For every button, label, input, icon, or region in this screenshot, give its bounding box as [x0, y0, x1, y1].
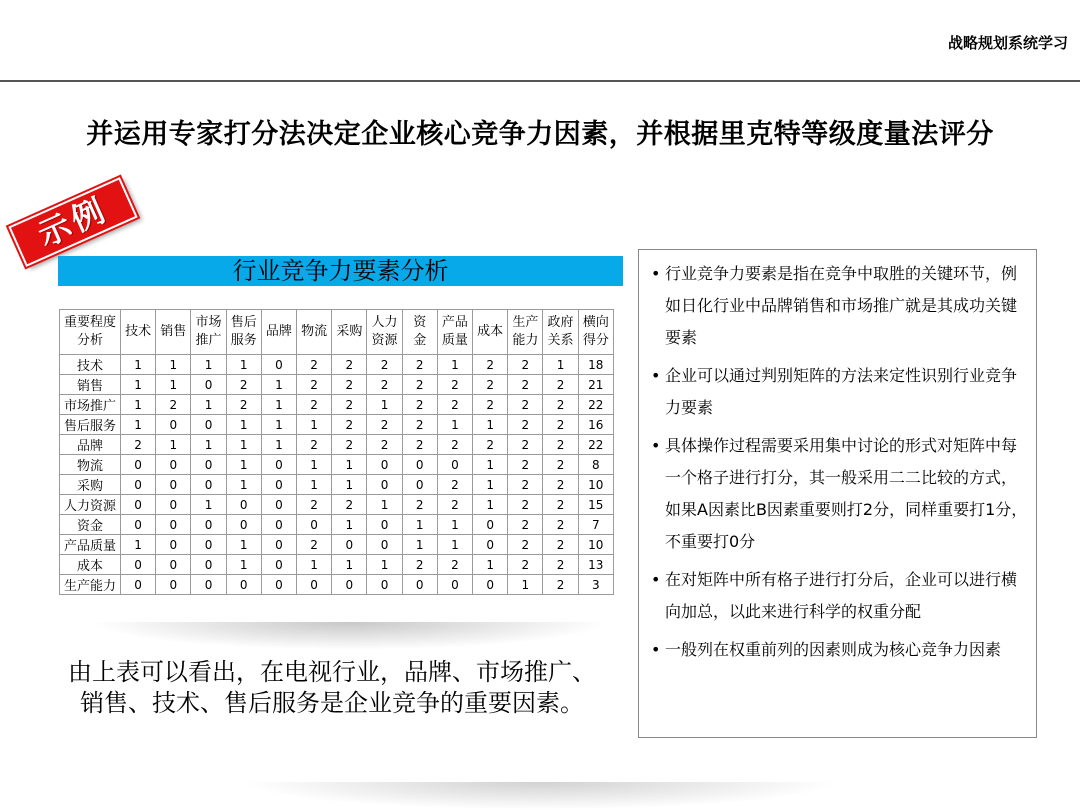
- matrix-cell: 0: [121, 515, 156, 535]
- notes-list: [651, 258, 1028, 666]
- score-cell: 16: [578, 415, 613, 435]
- column-header-text: 品牌: [265, 324, 292, 339]
- matrix-column-header: [297, 310, 332, 355]
- matrix-cell: 0: [261, 355, 296, 375]
- matrix-cell: 2: [508, 355, 543, 375]
- note-item: [651, 634, 1028, 666]
- column-header-text: 关系: [547, 333, 574, 348]
- matrix-cell: 2: [508, 415, 543, 435]
- note-text: 一般列在权重前列的因素则成为核心竞争力因素: [665, 640, 1002, 659]
- note-text: 具体操作过程需要采用集中讨论的形式对矩阵中每一个格子进行打分，其一般采用二二比较的方式，如果A因素比B因素重要则打2分，同样重要打1分，不重要打0分: [665, 436, 1028, 551]
- matrix-cell: 2: [297, 395, 332, 415]
- matrix-cell: 2: [508, 475, 543, 495]
- matrix-cell: 1: [156, 435, 191, 455]
- score-cell: 13: [578, 555, 613, 575]
- table-row: [60, 355, 614, 375]
- matrix-cell: 0: [367, 475, 402, 495]
- matrix-cell: 1: [226, 475, 261, 495]
- table-banner-label: 行业竞争力要素分析: [232, 257, 449, 285]
- matrix-cell: 2: [367, 375, 402, 395]
- matrix-cell: 2: [543, 535, 578, 555]
- matrix-cell: 2: [437, 375, 472, 395]
- matrix-cell: 2: [473, 395, 508, 415]
- column-header-text: 横向: [582, 315, 609, 330]
- matrix-cell: 2: [402, 375, 437, 395]
- matrix-cell: 2: [437, 495, 472, 515]
- matrix-cell: 1: [226, 535, 261, 555]
- table-row: [60, 515, 614, 535]
- matrix-cell: 0: [191, 475, 226, 495]
- matrix-cell: 2: [508, 535, 543, 555]
- column-header-text: 推广: [195, 333, 222, 348]
- matrix-cell: 0: [156, 515, 191, 535]
- matrix-cell: 2: [367, 355, 402, 375]
- matrix-cell: 0: [191, 555, 226, 575]
- column-header-text: 产品: [441, 315, 468, 330]
- matrix-cell: 2: [332, 435, 367, 455]
- matrix-cell: 0: [402, 475, 437, 495]
- matrix-cell: 0: [297, 515, 332, 535]
- matrix-cell: 0: [156, 475, 191, 495]
- matrix-cell: 1: [121, 395, 156, 415]
- bullet-icon: •: [651, 436, 661, 455]
- matrix-cell: 0: [261, 575, 296, 595]
- score-cell: 18: [578, 355, 613, 375]
- row-label: 资金: [60, 515, 121, 535]
- matrix-cell: 1: [332, 455, 367, 475]
- matrix-cell: 1: [191, 435, 226, 455]
- matrix-cell: 1: [226, 455, 261, 475]
- matrix-column-header: [156, 310, 191, 355]
- row-label: 销售: [60, 375, 121, 395]
- column-header-text: 质量: [441, 333, 468, 348]
- matrix-column-header: [191, 310, 226, 355]
- score-cell: 22: [578, 435, 613, 455]
- matrix-cell: 2: [543, 415, 578, 435]
- table-row: [60, 395, 614, 415]
- matrix-cell: 0: [367, 535, 402, 555]
- table-row: [60, 495, 614, 515]
- matrix-cell: 1: [473, 495, 508, 515]
- matrix-cell: 0: [191, 415, 226, 435]
- matrix-cell: 2: [402, 395, 437, 415]
- matrix-cell: 1: [297, 415, 332, 435]
- matrix-cell: 0: [121, 495, 156, 515]
- note-text: 行业竞争力要素是指在竞争中取胜的关键环节，例如日化行业中品牌销售和市场推广就是其成功关键要素: [665, 264, 1018, 347]
- matrix-cell: 2: [508, 515, 543, 535]
- matrix-cell: 1: [332, 555, 367, 575]
- corner-line-1: 重要程度: [63, 315, 116, 330]
- matrix-cell: 1: [332, 475, 367, 495]
- table-row: [60, 575, 614, 595]
- table-row: [60, 535, 614, 555]
- matrix-cell: 0: [261, 495, 296, 515]
- matrix-cell: 0: [191, 535, 226, 555]
- matrix-cell: 2: [402, 355, 437, 375]
- matrix-cell: 2: [332, 375, 367, 395]
- row-label: 市场推广: [60, 395, 121, 415]
- matrix-cell: 0: [121, 555, 156, 575]
- row-label: 人力资源: [60, 495, 121, 515]
- matrix-cell: 2: [508, 455, 543, 475]
- matrix-cell: 1: [437, 535, 472, 555]
- score-cell: 7: [578, 515, 613, 535]
- column-header-text: 技术: [125, 324, 152, 339]
- matrix-cell: 2: [297, 495, 332, 515]
- matrix-cell: 0: [402, 455, 437, 475]
- matrix-cell: 0: [226, 515, 261, 535]
- matrix-cell: 1: [473, 455, 508, 475]
- column-header-text: 金: [413, 333, 427, 348]
- score-cell: 10: [578, 535, 613, 555]
- matrix-cell: 2: [543, 555, 578, 575]
- matrix-column-header: [261, 310, 296, 355]
- note-item: [651, 258, 1028, 354]
- matrix-cell: 2: [508, 555, 543, 575]
- matrix-cell: 2: [297, 535, 332, 555]
- matrix-cell: 0: [121, 575, 156, 595]
- corner-line-2: 分析: [76, 333, 103, 348]
- bullet-icon: •: [651, 264, 661, 283]
- score-cell: 15: [578, 495, 613, 515]
- matrix-cell: 2: [367, 435, 402, 455]
- note-item: [651, 564, 1028, 628]
- matrix-cell: 1: [297, 455, 332, 475]
- note-item: [651, 430, 1028, 558]
- bullet-icon: •: [651, 640, 661, 659]
- matrix-cell: 2: [473, 435, 508, 455]
- matrix-cell: 0: [402, 575, 437, 595]
- matrix-cell: 1: [473, 415, 508, 435]
- matrix-cell: 0: [297, 575, 332, 595]
- column-header-text: 人力: [371, 315, 398, 330]
- matrix-cell: 2: [402, 495, 437, 515]
- matrix-cell: 1: [261, 435, 296, 455]
- matrix-cell: 1: [437, 355, 472, 375]
- matrix-cell: 1: [191, 495, 226, 515]
- matrix-cell: 2: [508, 375, 543, 395]
- matrix-cell: 1: [226, 355, 261, 375]
- table-row: [60, 475, 614, 495]
- matrix-cell: 1: [156, 375, 191, 395]
- matrix-cell: 0: [261, 535, 296, 555]
- matrix-column-header: [473, 310, 508, 355]
- score-cell: 22: [578, 395, 613, 415]
- matrix-cell: 1: [473, 555, 508, 575]
- matrix-cell: 1: [437, 415, 472, 435]
- matrix-column-header: [402, 310, 437, 355]
- column-header-text: 采购: [336, 324, 363, 339]
- table-banner: [58, 256, 623, 286]
- matrix-cell: 2: [332, 355, 367, 375]
- column-header-text: 成本: [477, 324, 504, 339]
- matrix-cell: 0: [332, 535, 367, 555]
- matrix-cell: 0: [332, 575, 367, 595]
- conclusion-text: 由上表可以看出，在电视行业，品牌、市场推广、销售、技术、售后服务是企业竞争的重要因素。: [68, 658, 596, 717]
- matrix-cell: 0: [437, 455, 472, 475]
- matrix-cell: 2: [543, 395, 578, 415]
- note-text: 企业可以通过判别矩阵的方法来定性识别行业竞争力要素: [665, 366, 1018, 417]
- score-cell: 10: [578, 475, 613, 495]
- column-header-text: 资源: [371, 333, 398, 348]
- matrix-cell: 2: [543, 515, 578, 535]
- matrix-cell: 1: [121, 415, 156, 435]
- score-cell: 8: [578, 455, 613, 475]
- matrix-cell: 1: [121, 535, 156, 555]
- note-item: [651, 360, 1028, 424]
- matrix-cell: 2: [226, 395, 261, 415]
- column-header-text: 销售: [160, 324, 187, 339]
- column-header-text: 得分: [582, 333, 609, 348]
- matrix-cell: 1: [367, 495, 402, 515]
- matrix-cell: 0: [261, 475, 296, 495]
- matrix-column-header: [367, 310, 402, 355]
- matrix-cell: 2: [437, 475, 472, 495]
- matrix-cell: 2: [402, 555, 437, 575]
- matrix-cell: 1: [121, 355, 156, 375]
- matrix-header-row: [60, 310, 614, 355]
- stamp-label: 示例: [32, 190, 114, 255]
- matrix-cell: 0: [156, 455, 191, 475]
- matrix-cell: 0: [191, 375, 226, 395]
- matrix-cell: 2: [332, 415, 367, 435]
- row-label: 产品质量: [60, 535, 121, 555]
- matrix-cell: 0: [121, 475, 156, 495]
- table-row: [60, 435, 614, 455]
- matrix-cell: 2: [543, 455, 578, 475]
- header-divider: [0, 80, 1080, 82]
- matrix-cell: 0: [191, 455, 226, 475]
- column-header-text: 能力: [512, 333, 539, 348]
- row-label: 物流: [60, 455, 121, 475]
- matrix-cell: 0: [367, 515, 402, 535]
- row-label: 品牌: [60, 435, 121, 455]
- example-stamp: [8, 177, 137, 267]
- matrix-column-header: [121, 310, 156, 355]
- bullet-icon: •: [651, 366, 661, 385]
- matrix-cell: 2: [297, 355, 332, 375]
- competitiveness-matrix: [59, 309, 614, 595]
- score-cell: 21: [578, 375, 613, 395]
- matrix-cell: 2: [156, 395, 191, 415]
- matrix-corner-cell: [60, 310, 121, 355]
- matrix-cell: 1: [367, 555, 402, 575]
- column-header-text: 政府: [547, 315, 574, 330]
- column-header-text: 资: [413, 315, 427, 330]
- matrix-cell: 2: [543, 575, 578, 595]
- matrix-cell: 1: [543, 355, 578, 375]
- matrix-cell: 1: [191, 395, 226, 415]
- matrix-cell: 0: [367, 455, 402, 475]
- matrix-cell: 1: [437, 515, 472, 535]
- matrix-cell: 0: [156, 555, 191, 575]
- matrix-cell: 2: [543, 435, 578, 455]
- matrix-cell: 2: [297, 435, 332, 455]
- row-label: 采购: [60, 475, 121, 495]
- slide-shadow: [240, 782, 840, 810]
- matrix-cell: 1: [402, 535, 437, 555]
- matrix-cell: 2: [402, 435, 437, 455]
- matrix-cell: 1: [226, 415, 261, 435]
- notes-panel: [638, 249, 1037, 738]
- matrix-cell: 0: [156, 415, 191, 435]
- matrix-cell: 0: [156, 535, 191, 555]
- matrix-cell: 0: [473, 535, 508, 555]
- matrix-cell: 1: [226, 435, 261, 455]
- matrix-cell: 1: [473, 475, 508, 495]
- row-label: 生产能力: [60, 575, 121, 595]
- matrix-cell: 0: [473, 575, 508, 595]
- matrix-cell: 2: [473, 355, 508, 375]
- matrix-cell: 1: [261, 415, 296, 435]
- column-header-text: 售后: [230, 315, 257, 330]
- matrix-cell: 2: [543, 475, 578, 495]
- matrix-cell: 1: [191, 355, 226, 375]
- note-text: 在对矩阵中所有格子进行打分后，企业可以进行横向加总，以此来进行科学的权重分配: [665, 570, 1018, 621]
- matrix-cell: 1: [297, 555, 332, 575]
- matrix-cell: 1: [297, 475, 332, 495]
- matrix-cell: 2: [437, 395, 472, 415]
- row-label: 技术: [60, 355, 121, 375]
- matrix-cell: 0: [261, 555, 296, 575]
- matrix-cell: 2: [226, 375, 261, 395]
- matrix-cell: 2: [402, 415, 437, 435]
- matrix-cell: 0: [121, 455, 156, 475]
- column-header-text: 物流: [301, 324, 328, 339]
- page-title: 并运用专家打分法决定企业核心竞争力因素，并根据里克特等级度量法评分: [86, 119, 994, 150]
- matrix-cell: 0: [473, 515, 508, 535]
- column-header-text: 市场: [195, 315, 222, 330]
- matrix-cell: 0: [437, 575, 472, 595]
- column-header-text: 服务: [230, 333, 257, 348]
- matrix-cell: 1: [332, 515, 367, 535]
- matrix-cell: 2: [543, 375, 578, 395]
- matrix-cell: 0: [226, 495, 261, 515]
- matrix-cell: 2: [543, 495, 578, 515]
- row-label: 成本: [60, 555, 121, 575]
- matrix-cell: 2: [437, 435, 472, 455]
- matrix-cell: 2: [297, 375, 332, 395]
- matrix-column-header: [437, 310, 472, 355]
- matrix-cell: 0: [367, 575, 402, 595]
- table-row: [60, 555, 614, 575]
- table-row: [60, 375, 614, 395]
- matrix-cell: 2: [332, 395, 367, 415]
- matrix-cell: 1: [367, 395, 402, 415]
- table-row: [60, 455, 614, 475]
- matrix-cell: 2: [332, 495, 367, 515]
- matrix-cell: 0: [156, 575, 191, 595]
- matrix-cell: 0: [261, 455, 296, 475]
- column-header-text: 生产: [512, 315, 539, 330]
- matrix-column-header: [543, 310, 578, 355]
- matrix-column-header: [226, 310, 261, 355]
- matrix-cell: 2: [508, 495, 543, 515]
- score-cell: 3: [578, 575, 613, 595]
- matrix-column-header: [332, 310, 367, 355]
- matrix-cell: 2: [367, 415, 402, 435]
- matrix-cell: 1: [226, 555, 261, 575]
- matrix-cell: 0: [156, 495, 191, 515]
- matrix-cell: 2: [508, 395, 543, 415]
- matrix-cell: 1: [402, 515, 437, 535]
- bullet-icon: •: [651, 570, 661, 589]
- matrix-cell: 2: [121, 435, 156, 455]
- table-row: [60, 415, 614, 435]
- matrix-cell: 0: [191, 575, 226, 595]
- matrix-cell: 2: [473, 375, 508, 395]
- matrix-cell: 1: [156, 355, 191, 375]
- matrix-cell: 1: [508, 575, 543, 595]
- matrix-cell: 2: [437, 555, 472, 575]
- matrix-column-header: [508, 310, 543, 355]
- table-shadow: [90, 622, 610, 650]
- matrix-cell: 1: [121, 375, 156, 395]
- matrix-cell: 0: [261, 515, 296, 535]
- matrix-cell: 1: [261, 395, 296, 415]
- matrix-column-header: [578, 310, 613, 355]
- matrix-cell: 1: [261, 375, 296, 395]
- row-label: 售后服务: [60, 415, 121, 435]
- matrix-cell: 2: [508, 435, 543, 455]
- matrix-cell: 0: [191, 515, 226, 535]
- matrix-cell: 0: [226, 575, 261, 595]
- header-title: 战略规划系统学习: [947, 34, 1068, 52]
